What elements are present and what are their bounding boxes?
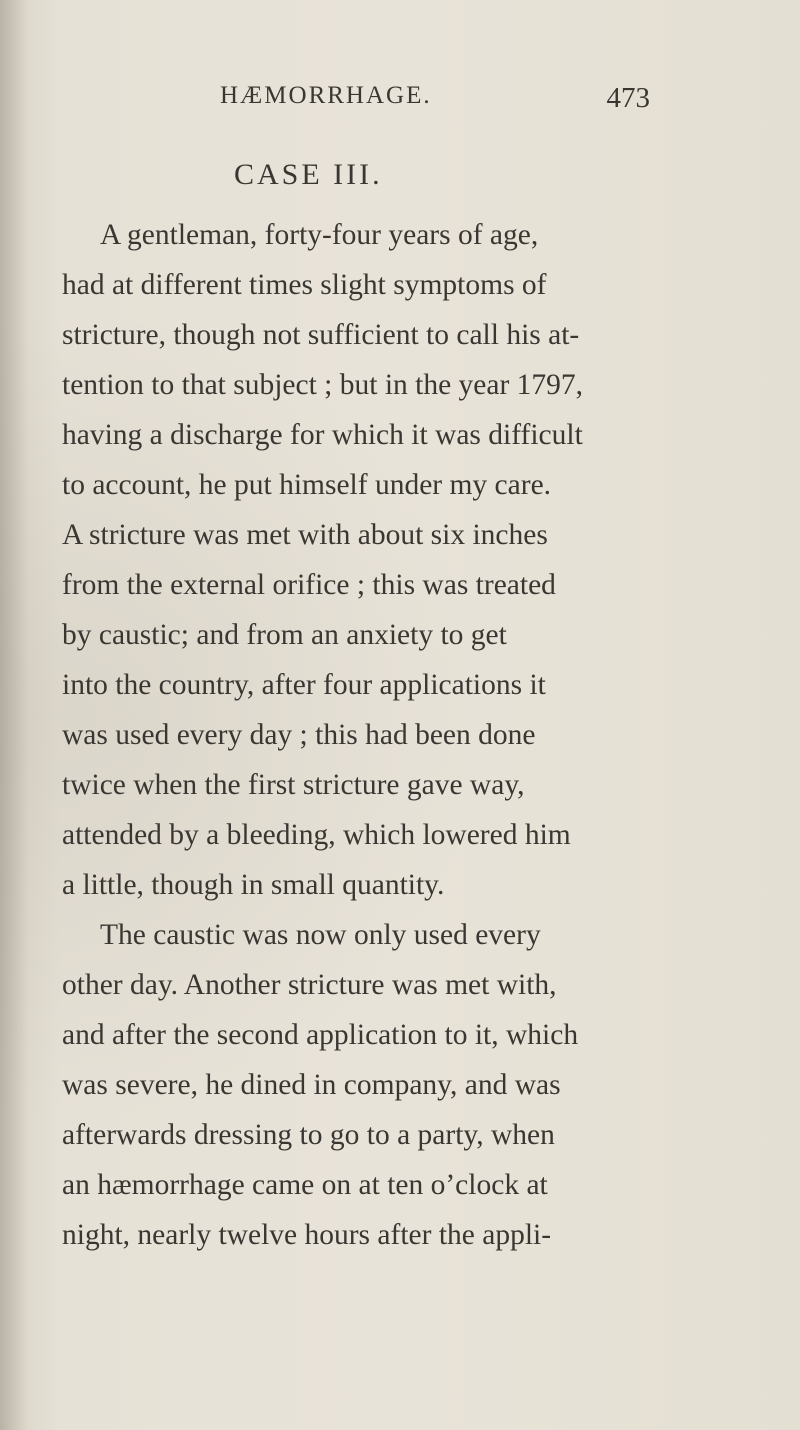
text-line: having a discharge for which it was difficult [62, 419, 583, 451]
text-line: into the country, after four applications it [62, 669, 546, 701]
text-line: and after the second application to it, which [62, 1019, 579, 1051]
text-line: a little, though in small quantity. [62, 869, 445, 901]
running-title: HÆMORRHAGE. [220, 82, 432, 109]
text-line: A stricture was met with about six inches [62, 519, 548, 551]
text-line: was used every day ; this had been done [62, 719, 536, 751]
text-line: tention to that subject ; but in the year 1797, [62, 369, 584, 401]
text-line: to account, he put himself under my care. [62, 469, 552, 501]
text-line: was severe, he dined in company, and was [62, 1069, 561, 1101]
text-line: from the external orifice ; this was treated [62, 569, 556, 601]
text-line: by caustic; and from an anxiety to get [62, 619, 507, 651]
text-line: night, nearly twelve hours after the appli- [62, 1219, 552, 1251]
page-gutter-shadow [0, 0, 28, 1430]
text-line: attended by a bleeding, which lowered him [62, 819, 571, 851]
running-head [220, 82, 650, 122]
text-line: A gentleman, forty-four years of age, [100, 219, 539, 251]
text-line: an hæmorrhage came on at ten o’clock at [62, 1169, 548, 1201]
text-line: stricture, though not sufficient to call his at- [62, 319, 580, 351]
text-line: The caustic was now only used every [100, 919, 541, 951]
text-line: had at different times slight symptoms of [62, 269, 547, 301]
text-line: other day. Another stricture was met with, [62, 969, 557, 1001]
text-line: afterwards dressing to go to a party, when [62, 1119, 555, 1151]
case-heading: CASE III. [234, 158, 383, 191]
text-line: twice when the first stricture gave way, [62, 769, 525, 801]
page-number: 473 [606, 82, 650, 114]
